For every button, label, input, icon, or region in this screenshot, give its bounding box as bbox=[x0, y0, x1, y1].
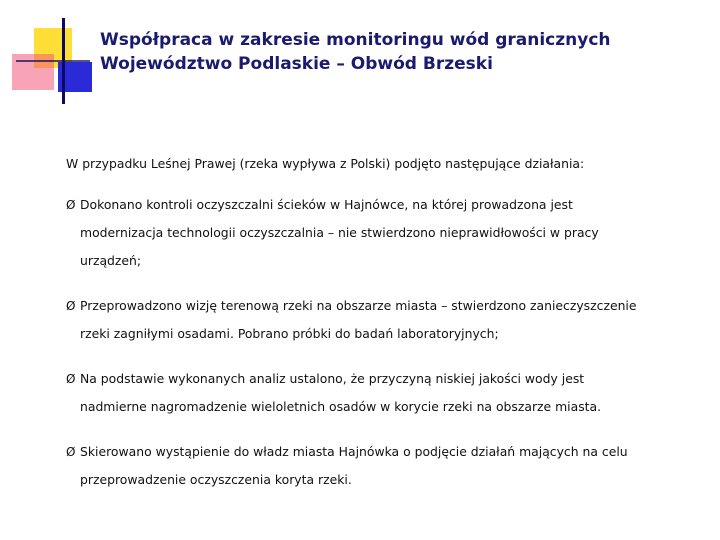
title-line-2: Województwo Podlaskie – Obwód Brzeski bbox=[100, 54, 493, 74]
bullet-item bbox=[66, 365, 666, 421]
title-line-1: Współpraca w zakresie monitoringu wód granicznych bbox=[100, 30, 611, 50]
bullet-text bbox=[80, 191, 666, 275]
bullet-item bbox=[66, 191, 666, 275]
slide-body bbox=[66, 155, 666, 511]
slide-title bbox=[100, 28, 611, 76]
bullet-line: Przeprowadzono wizję terenową rzeki na obszarze miasta – stwierdzono zanieczyszczenie bbox=[80, 298, 637, 313]
bullet-line: Dokonano kontroli oczyszczalni ścieków w Hajnówce, na której prowadzona jest bbox=[80, 197, 573, 212]
bullet-line: Na podstawie wykonanych analiz ustalono, że przyczyną niskiej jakości wody jest bbox=[80, 371, 585, 386]
bullet-text bbox=[80, 292, 666, 348]
arrow-bullet-icon: Ø bbox=[66, 299, 76, 313]
bullet-item bbox=[66, 292, 666, 348]
arrow-bullet-icon: Ø bbox=[66, 372, 76, 386]
arrow-bullet-icon: Ø bbox=[66, 198, 76, 212]
bullet-line: modernizacja technologii oczyszczalnia – nie stwierdzono nieprawidłowości w pracy bbox=[80, 225, 599, 240]
bullet-item bbox=[66, 438, 666, 494]
bullet-line: rzeki zagniłymi osadami. Pobrano próbki do badań laboratoryjnych; bbox=[80, 326, 499, 341]
bullet-line: przeprowadzenie oczyszczenia koryta rzeki. bbox=[80, 472, 352, 487]
intro-text: W przypadku Leśnej Prawej (rzeka wypływa z Polski) podjęto następujące działania: bbox=[66, 156, 585, 171]
decor-horizontal-line bbox=[16, 60, 90, 62]
bullet-text bbox=[80, 365, 666, 421]
bullet-line: urządzeń; bbox=[80, 253, 142, 268]
bullet-line: nadmierne nagromadzenie wieloletnich osadów w korycie rzeki na obszarze miasta. bbox=[80, 399, 602, 414]
arrow-bullet-icon: Ø bbox=[66, 445, 76, 459]
bullet-line: Skierowano wystąpienie do władz miasta Hajnówka o podjęcie działań mających na celu bbox=[80, 444, 628, 459]
bullet-text bbox=[80, 438, 666, 494]
